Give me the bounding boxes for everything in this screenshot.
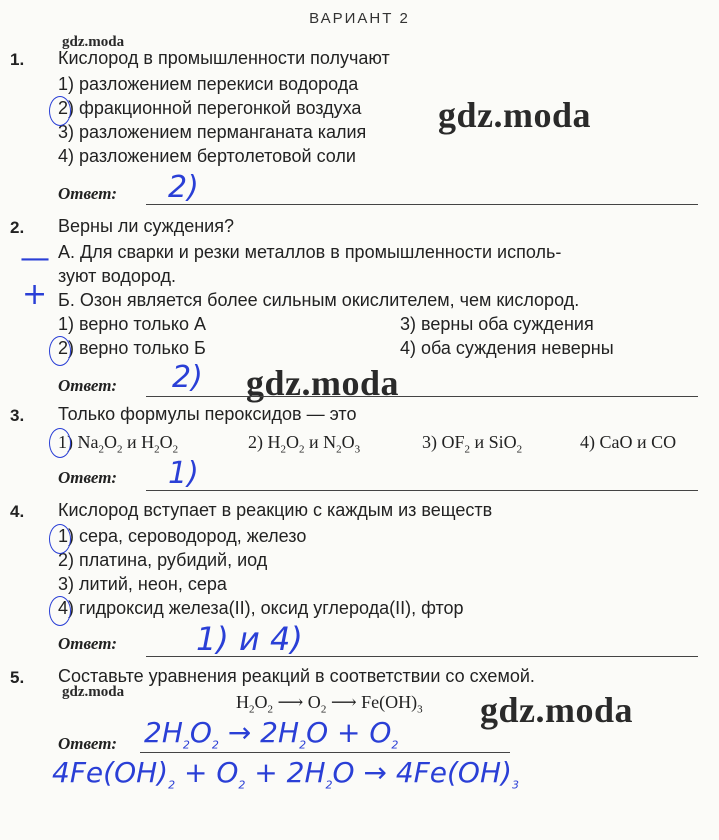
q4-number: 4. <box>10 502 25 521</box>
q5-answer-line <box>140 752 510 753</box>
q1-option-2: 2) фракционной перегонкой воздуха <box>58 98 362 118</box>
q5-equation-2-handwritten: $4Fe(OH)_2 + O_2 + 2H_2O \to 4Fe(OH)_3$ <box>52 756 519 792</box>
q2-answer-line <box>146 396 698 397</box>
q2-statement-a-line2: зуют водород. <box>58 266 177 286</box>
q5-scheme: $H_2O_2$ ⟶ $O_2$ ⟶ $Fe(OH)_3$ <box>236 692 423 716</box>
q4-selected-circle-4 <box>49 596 71 626</box>
variant-title: ВАРИАНТ 2 <box>309 10 410 27</box>
watermark-large-3: gdz.moda <box>480 690 634 730</box>
q5-number: 5. <box>10 668 25 687</box>
q3-option-2: 2) $H_2O_2$ и $N_2O_3$ <box>248 432 361 456</box>
q4-option-3: 3) литий, неон, сера <box>58 574 227 594</box>
q3-option-3: 3) $OF_2$ и SiO$_2$ <box>422 432 523 456</box>
q1-answer-handwritten: 2) <box>168 170 199 205</box>
q3-option-4: 4) CaO и CO <box>580 432 677 452</box>
q3-answer-label: Ответ: <box>58 468 118 487</box>
q1-answer-label: Ответ: <box>58 184 118 203</box>
q4-option-4: 4) гидроксид железа(II), оксид углерода(II), фтор <box>58 598 464 618</box>
q4-option-2: 2) платина, рубидий, иод <box>58 550 268 570</box>
q1-number: 1. <box>10 50 25 69</box>
q1-option-1: 1) разложением перекиси водорода <box>58 74 359 94</box>
q3-number: 3. <box>10 406 25 425</box>
q1-option-4: 4) разложением бертолетовой соли <box>58 146 356 166</box>
q3-answer-line <box>146 490 698 491</box>
q2-statement-a-line1: А. Для сварки и резки металлов в промышленности исполь- <box>58 242 562 262</box>
q3-text: Только формулы пероксидов — это <box>58 404 357 424</box>
q2-selected-circle <box>49 336 71 366</box>
q2-option-1: 1) верно только А <box>58 314 206 334</box>
q2-mark-plus: + <box>22 277 48 312</box>
q3-option-1: 1) $Na_2O_2$ и $H_2O_2$ <box>58 432 179 456</box>
q2-option-3: 3) верны оба суждения <box>400 314 594 334</box>
q1-option-3: 3) разложением перманганата калия <box>58 122 367 142</box>
q2-mark-minus: — <box>20 241 50 276</box>
q1-answer-line <box>146 204 698 205</box>
q3-selected-circle <box>49 428 71 458</box>
q2-option-4: 4) оба суждения неверны <box>400 338 614 358</box>
q2-answer-label: Ответ: <box>58 376 118 395</box>
q1-text: Кислород в промышленности получают <box>58 48 390 68</box>
q4-option-1: 1) сера, сероводород, железо <box>58 526 307 546</box>
q5-equation-1-handwritten: $2H_2O_2 \to 2H_2O + O_2$ <box>144 716 399 752</box>
watermark-large-2: gdz.moda <box>246 363 400 403</box>
q4-answer-label: Ответ: <box>58 634 118 653</box>
q4-answer-handwritten: 1) и 4) <box>196 620 303 658</box>
watermark-small-bottom: gdz.moda <box>62 684 125 700</box>
q4-text: Кислород вступает в реакцию с каждым из веществ <box>58 500 493 520</box>
q4-selected-circle-1 <box>49 524 71 554</box>
q2-statement-b: Б. Озон является более сильным окислителем, чем кислород. <box>58 290 580 310</box>
q2-answer-handwritten: 2) <box>172 360 203 395</box>
q2-option-2: 2) верно только Б <box>58 338 206 358</box>
q2-text: Верны ли суждения? <box>58 216 234 236</box>
q2-number: 2. <box>10 218 25 237</box>
watermark-small-top: gdz.moda <box>62 34 125 50</box>
q1-selected-circle <box>49 96 71 126</box>
q5-text: Составьте уравнения реакций в соответствии со схемой. <box>58 666 535 686</box>
q3-answer-handwritten: 1) <box>168 456 199 491</box>
watermark-large-1: gdz.moda <box>438 95 592 135</box>
q5-answer-label: Ответ: <box>58 734 118 753</box>
